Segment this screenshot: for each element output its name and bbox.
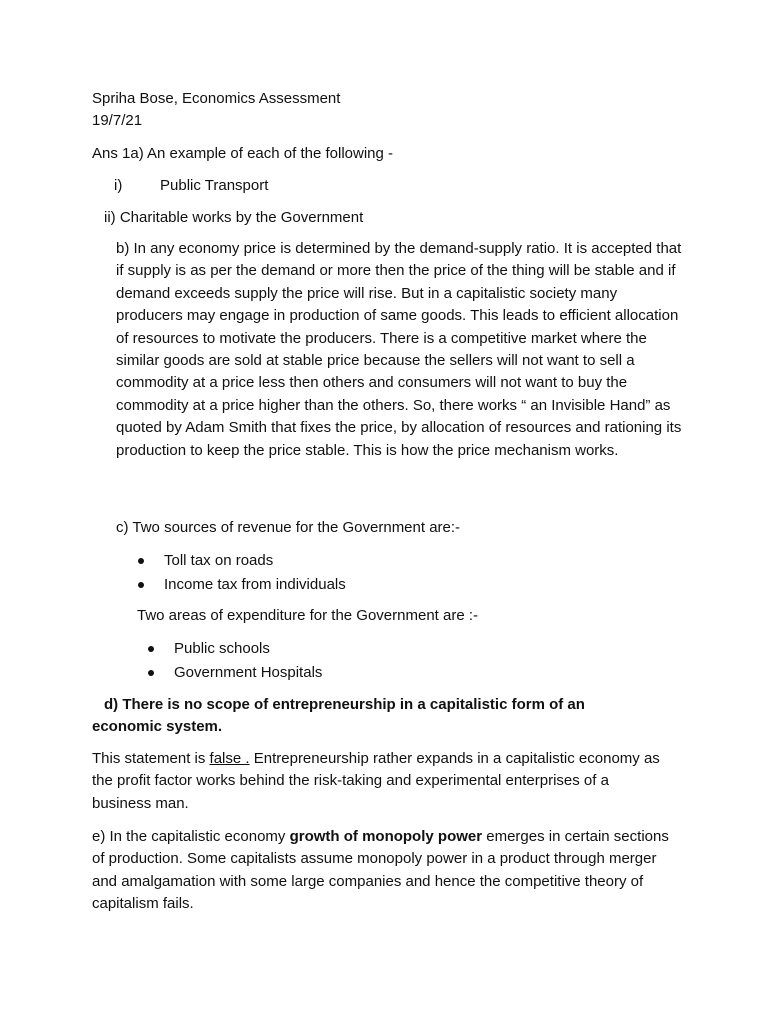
answer-1a-item1-number: i) [114,177,123,194]
false-keyword: false . [209,750,250,767]
answer-1e-prefix: e) In the capitalistic economy [92,828,290,845]
date-line: 19/7/21 [92,112,143,129]
answer-1d-response [92,748,662,815]
monopoly-power-emphasis: growth of monopoly power [289,828,483,845]
revenue-list [138,549,346,597]
answer-1d-question: d) There is no scope of entrepreneurship in a capitalistic form of an economic system. [92,696,585,736]
answer-1a-item2: ii) Charitable works by the Government [104,209,364,226]
list-item: Income tax from individuals [138,573,346,597]
expenditure-list [148,637,322,685]
answer-1c-revenue-heading: c) Two sources of revenue for the Government are:- [116,519,461,536]
answer-1e-rest: emerges in certain sections of production. Some capitalists assume monopoly power in a product through merger and amalgamation with some large companies and hence the competitive theory of capitalism fails. [92,828,669,913]
list-item: Toll tax on roads [138,549,346,573]
list-item: Public schools [148,637,322,661]
list-item: Government Hospitals [148,661,322,685]
answer-1d-prefix: This statement is [92,750,210,767]
answer-1a-intro: Ans 1a) An example of each of the following - [92,145,394,162]
answer-1b-paragraph: b) In any economy price is determined by the demand-supply ratio. It is accepted that if supply is as per the demand or more then the price of the thing will be stable and if demand exceeds supply the price will rise. But in a capitalistic society many producers may engage in production of same goods. This leads to efficient allocation of resources to motivate the producers. There is a competitive market where the similar goods are sold at stable price because the sellers will not want to sell a commodity at a price less then others and consumers will not want to buy the commodity at a price higher than the others. So, there works “ an Invisible Hand” as quoted by Adam Smith that fixes the price, by allocation of resources and rationing its production to keep the price stable. This is how the price mechanism works. [116,240,682,459]
answer-1a-item1-text: Public Transport [160,177,269,194]
answer-1e-paragraph [92,826,672,916]
author-title-line: Spriha Bose, Economics Assessment [92,90,341,107]
answer-1d-explanation: Entrepreneurship rather expands in a capitalistic economy as the profit factor works behind the risk-taking and experimental enterprises of a business man. [92,750,660,812]
answer-1c-expenditure-heading: Two areas of expenditure for the Government are :- [137,607,479,624]
